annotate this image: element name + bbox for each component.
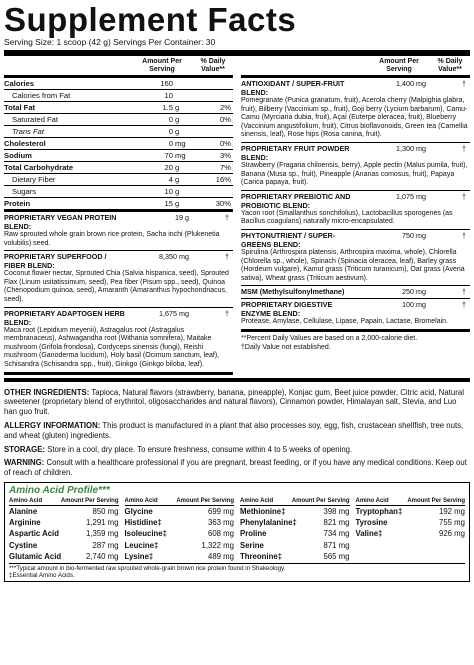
label-title: Supplement Facts [4, 1, 297, 38]
daily-value-header: % Daily Value** [200, 58, 226, 73]
amino-name: Valine‡ [355, 529, 383, 539]
amino-name: Aspartic Acid [9, 529, 59, 539]
amount-unit: mg [175, 151, 186, 160]
nutrient-amount [129, 174, 191, 185]
nutrient-amount [129, 150, 191, 161]
amount-unit [173, 78, 191, 89]
amino-amount: 850 mg [92, 506, 119, 516]
allergy-information: ALLERGY INFORMATION: This product is manufactured in a plant that also processes soy, egg, fish, crustacean shellfish, tree nuts, and wheat (gluten) ingredients. [4, 420, 464, 440]
nutrient-name: Sugars [12, 187, 37, 196]
nutrient-name: Total Carbohydrate [4, 163, 74, 172]
amino-row [240, 528, 350, 539]
blend-section [241, 143, 470, 191]
blend-name: PROPRIETARY SUPERFOOD / FIBER BLEND: [4, 252, 107, 271]
nutrient-row [4, 126, 233, 138]
blend-daily-value: † [225, 213, 229, 222]
blend-section [4, 212, 233, 251]
footnote-dv: **Percent Daily Values are based on a 2,000-calorie diet. [241, 334, 418, 342]
amino-name: Tryptophan‡ [355, 506, 403, 516]
blend-daily-value: † [462, 143, 466, 153]
nutrient-amount [129, 114, 191, 125]
nutrient-name: Sodium [4, 151, 32, 160]
amino-header [125, 497, 235, 506]
nutrient-name: Dietary Fiber [12, 175, 56, 184]
nutrient-amount [129, 186, 191, 197]
amino-row [125, 528, 235, 539]
nutrient-row [4, 90, 233, 102]
amino-amount: 608 mg [207, 529, 234, 539]
blend-name: PROPRIETARY ADAPTOGEN HERB BLEND: [4, 308, 125, 327]
amount-value: 1.5 [162, 103, 173, 112]
amount-value: 0 [168, 139, 173, 148]
amino-name: Methionine‡ [240, 506, 286, 516]
blend-ingredients: Coconut flower nectar, Sprouted Chia (Salvia hispanica, seed), Sprouted Flax (Linum usitatissimum, seed), Pea fiber (Pisum spp., seed), Quinoa (Chenopodium quinoa, seed), Amaranth (Amaranthus hypochondriacus, seed). [4, 270, 229, 303]
other-ingredients: OTHER INGREDIENTS: Tapioca, Natural flavors (strawberry, banana, pineapple), Konjac gum, Beet juice powder, Citric acid, Natural sweetener (proprietary blend of erythritol, oligosaccharides and natural flavors), Cinnamon powder, Himalayan salt, Stevia, and Luo han guo fruit. [4, 387, 464, 417]
amino-acid-header: Amino Acid [240, 497, 274, 504]
amino-row [240, 506, 350, 517]
amount-value: 15 [164, 199, 173, 208]
nutrient-amount [129, 162, 191, 173]
amino-name: Glycine [124, 506, 153, 516]
amino-row [240, 540, 350, 551]
amino-title: Amino Acid Profile*** [9, 484, 110, 496]
amino-name: Serine [240, 540, 264, 550]
amino-acid-profile [4, 482, 470, 582]
left-blend-list [4, 212, 233, 375]
amount-value: 0 [168, 115, 173, 124]
blend-amount: 750 mg [402, 230, 426, 240]
blend-amount: 1,675 mg [159, 308, 189, 318]
amount-value: 160 [160, 79, 173, 88]
nutrient-daily-value [191, 90, 233, 101]
blend-amount: 250 mg [402, 287, 426, 297]
blend-name: ANTIOXIDANT / SUPER-FRUIT BLEND: [241, 79, 345, 97]
blend-ingredients: Spirulina (Arthrospira platensis, Arthrospira maxima, whole), Chlorella (Chlorella sp., whole), Spinach (Spinacia oleracea, leaf), Barley grass (Hordeum vulgare), Kamut grass (Triticum turanicum), Oat grass (Avena sativa), Wheat grass (Triticum aestivum). [241, 248, 465, 282]
nutrient-amount [129, 198, 191, 209]
blend-amount: 100 mg [402, 300, 426, 310]
amino-row [356, 528, 466, 539]
nutrient-amount [129, 138, 191, 149]
amount-value: 10 [164, 187, 173, 196]
nutrient-daily-value: 30% [215, 199, 231, 208]
amino-acid-header: Amino Acid [355, 497, 389, 504]
blend-header [4, 309, 233, 327]
amount-value: 4 [168, 175, 173, 184]
info-sections [4, 378, 470, 478]
amount-unit: g [175, 175, 180, 184]
blend-amount: 1,300 mg [396, 143, 426, 153]
amino-name: Glutamic Acid [9, 551, 62, 561]
nutrient-name: Calories from Fat [12, 91, 71, 100]
nutrient-daily-value: 3% [220, 151, 231, 160]
blend-daily-value: † [462, 230, 466, 240]
blend-amount: 19 g [175, 213, 189, 222]
amino-name: Lysine‡ [124, 551, 154, 561]
blend-header [241, 79, 470, 97]
blend-daily-value: † [225, 252, 229, 262]
amount-unit: g [175, 163, 180, 172]
amount-unit: g [175, 127, 180, 136]
supplement-facts-label [0, 2, 474, 665]
blend-ingredients: Raw sprouted whole grain brown rice protein, Sacha inchi (Plukenetia volubilis) seed. [4, 231, 220, 247]
blend-amount: 1,075 mg [396, 191, 426, 201]
amino-name: Histidine‡ [124, 518, 162, 528]
blend-amount: 8,350 mg [159, 252, 189, 262]
amount-unit [173, 90, 191, 101]
blend-section [241, 78, 470, 143]
amino-row [240, 517, 350, 528]
amino-row [9, 528, 119, 539]
amino-row [9, 551, 119, 562]
blend-header [241, 300, 470, 318]
amino-amount: 1,322 mg [201, 540, 234, 550]
blend-name: PROPRIETARY FRUIT POWDER BLEND: [241, 143, 350, 162]
amino-amount: 489 mg [207, 551, 234, 561]
nutrient-name: Calories [4, 79, 34, 88]
serving-info: Serving Size: 1 scoop (42 g) Servings Per Container: 30 [4, 37, 470, 56]
nutrient-daily-value: 0% [220, 139, 231, 148]
storage-information: STORAGE: Store in a cool, dry place. To ensure freshness, consume within 4 to 5 weeks of opening. [4, 444, 353, 454]
amount-value: 20 [164, 163, 173, 172]
amino-row [240, 551, 350, 562]
blend-daily-value: † [462, 79, 466, 88]
nutrient-row [4, 78, 233, 90]
amino-header [240, 497, 350, 506]
amino-header [9, 497, 119, 506]
nutrient-name: Cholesterol [4, 139, 46, 148]
amino-row [9, 506, 119, 517]
nutrient-row [4, 174, 233, 186]
blend-ingredients: Maca root (Lepidium meyenii), Astragalus root (Astragalus membranaceus), Ashwagandha root (Withania somnifera), Maitake mushroom (Grifola frondosa), Cordyceps sinensis (fungi), Reishi mushroom (Ganoderma lucidum), Holy basil (Ocimum sanctum, leaf), Schisandra (Schisandra spp., fruit), Ginkgo (Ginkgo biloba, leaf). [4, 326, 220, 368]
amino-row [125, 517, 235, 528]
amino-amount: 1,291 mg [85, 518, 119, 528]
amino-acid-header: Amino Acid [124, 497, 158, 504]
nutrient-row [4, 102, 233, 114]
amino-amount-header: Amount Per Serving [176, 497, 234, 504]
amino-column [240, 497, 350, 562]
nutrient-daily-value: 0% [220, 115, 231, 124]
right-header [241, 56, 470, 78]
amount-value: 70 [164, 151, 173, 160]
nutrient-daily-value [191, 78, 233, 89]
amino-row [356, 506, 466, 517]
amount-unit: g [175, 199, 180, 208]
blend-name: PROPRIETARY VEGAN PROTEIN BLEND: [4, 213, 117, 231]
amino-name: Threonine‡ [240, 551, 283, 561]
amount-unit: g [175, 103, 180, 112]
blend-header [241, 287, 470, 296]
amino-row [356, 517, 466, 528]
amino-amount: 2,740 mg [85, 551, 119, 561]
daily-value-header: % Daily Value** [437, 58, 463, 73]
amino-row [125, 506, 235, 517]
amino-grid [9, 497, 465, 562]
amino-name: Leucine‡ [124, 540, 159, 550]
amino-column [125, 497, 235, 562]
left-header [4, 56, 233, 78]
blend-header [241, 192, 470, 210]
nutrient-daily-value [191, 126, 233, 137]
blend-section [241, 299, 470, 332]
blend-header [4, 213, 233, 231]
amino-name: Phenylalanine‡ [240, 518, 297, 528]
nutrient-daily-value: 2% [220, 103, 231, 112]
amino-amount: 287 mg [92, 540, 119, 550]
blend-ingredients: Yacon root (Smallanthus sonchifolius), Lactobacillus sporogenes (as Bacillus coagulans) naturally micro-encapsulated. [241, 209, 453, 226]
amount-header: Amount Per Serving [142, 58, 182, 73]
amino-row [125, 551, 235, 562]
blend-name: PROPRIETARY PREBIOTIC AND PROBIOTIC BLEND: [241, 191, 351, 210]
nutrient-amount [129, 90, 191, 101]
blend-ingredients: Protease, Amylase, Cellulase, Lipase, Papain, Lactase, Bromelain. [241, 318, 449, 326]
amino-amount: 755 mg [438, 518, 465, 528]
nutrient-amount [129, 102, 191, 113]
blend-section [241, 191, 470, 230]
nutrient-list [4, 78, 233, 212]
right-blend-list [241, 78, 470, 332]
nutrient-daily-value [191, 186, 233, 197]
amino-footnote: ***Typical amount in bio-fermented raw sprouted whole-grain brown rice protein found in Shakeology. ‡Essential Amino Acids. [9, 563, 465, 579]
nutrient-amount [129, 126, 191, 137]
amino-name: Isoleucine‡ [124, 529, 167, 539]
blend-section [4, 308, 233, 375]
nutrient-daily-value: 16% [215, 175, 231, 184]
nutrient-row [4, 162, 233, 174]
blend-header [241, 231, 470, 249]
amino-row [9, 517, 119, 528]
amino-name: Proline [240, 529, 267, 539]
amino-amount: 398 mg [323, 506, 350, 516]
blend-header [4, 252, 233, 270]
amino-amount: 363 mg [207, 518, 234, 528]
blend-name: PROPRIETARY DIGESTIVE ENZYME BLEND: [241, 300, 333, 319]
nutrient-row [4, 138, 233, 150]
amount-header: Amount Per Serving [379, 58, 419, 73]
amino-column [356, 497, 466, 562]
nutrient-daily-value: 7% [220, 163, 231, 172]
amino-name: Cystine [9, 540, 38, 550]
amino-amount: 821 mg [323, 518, 350, 528]
nutrient-row [4, 150, 233, 162]
footnote-dagger: †Daily Value not established. [241, 343, 331, 351]
nutrient-name: Saturated Fat [12, 115, 59, 124]
amino-amount: 871 mg [323, 540, 350, 550]
blend-amount: 1,400 mg [396, 79, 426, 88]
blend-daily-value: † [462, 287, 466, 297]
amount-value: 10 [164, 91, 173, 100]
blend-header [241, 144, 470, 162]
amino-amount: 1,359 mg [85, 529, 119, 539]
nutrient-row [4, 198, 233, 212]
amount-unit: g [175, 115, 180, 124]
amino-amount-header: Amount Per Serving [407, 497, 465, 504]
nutrient-name: Trans Fat [12, 127, 44, 136]
amino-amount: 699 mg [207, 506, 234, 516]
amino-amount: 926 mg [438, 529, 465, 539]
amino-column [9, 497, 119, 562]
blend-daily-value: † [462, 300, 466, 310]
amino-name: Tyrosine [355, 518, 388, 528]
blend-section [241, 230, 470, 286]
right-column [241, 56, 470, 375]
amino-name: Arginine [9, 518, 41, 528]
warning-information: WARNING: Consult with a healthcare professional if you are pregnant, breast feeding, or if you have any medical conditions. Keep out of reach of children. [4, 458, 467, 478]
facts-columns [4, 56, 470, 375]
amino-row [125, 540, 235, 551]
nutrient-name: Total Fat [4, 103, 36, 112]
blend-name: MSM (Methylsulfonylmethane) [241, 287, 345, 297]
left-column [4, 56, 233, 375]
blend-section [4, 251, 233, 307]
amino-amount-header: Amount Per Serving [60, 497, 119, 504]
amount-unit: g [175, 187, 180, 196]
nutrient-name: Protein [4, 199, 31, 208]
nutrient-row [4, 114, 233, 126]
blend-daily-value: † [462, 191, 466, 201]
nutrient-amount [129, 78, 191, 89]
nutrient-row [4, 186, 233, 198]
amino-header [356, 497, 466, 506]
amino-amount: 192 mg [438, 506, 465, 516]
blend-name: PHYTONUTRIENT / SUPER-GREENS BLEND: [241, 230, 336, 249]
amino-row [9, 540, 119, 551]
amount-unit: mg [175, 139, 186, 148]
amino-acid-header: Amino Acid [9, 497, 43, 504]
amount-value: 0 [168, 127, 173, 136]
amino-amount: 734 mg [323, 529, 350, 539]
blend-daily-value: † [225, 308, 229, 318]
blend-ingredients: Pomegranate (Punica granatum, fruit), Acerola cherry (Malpighia glabra, fruit), Bilberry (Vaccinium sp., fruit), Goji berry (Lycium barbarum), Camu-Camu (Myrciaria dubia, fruit), Açaí (Euterpe oleracea, fruit), Blueberry (Vaccinium angustifolium, fruit), Citrus bioflavonoids, Green tea (Camellia sinensis, leaf), Rose hips (Rosa canina, fruit). [241, 97, 468, 139]
amino-amount: 565 mg [323, 551, 350, 561]
amino-amount-header: Amount Per Serving [291, 497, 350, 504]
amino-name: Alanine [9, 506, 38, 516]
blend-ingredients: Strawberry (Fragaria chiloensis, berry), Apple pectin (Malus pumila, fruit), Banana (Musa sp., fruit), Pineapple (Ananas comosus, fruit), Papaya (Carica papaya, fruit). [241, 161, 468, 187]
blend-section [241, 286, 470, 299]
